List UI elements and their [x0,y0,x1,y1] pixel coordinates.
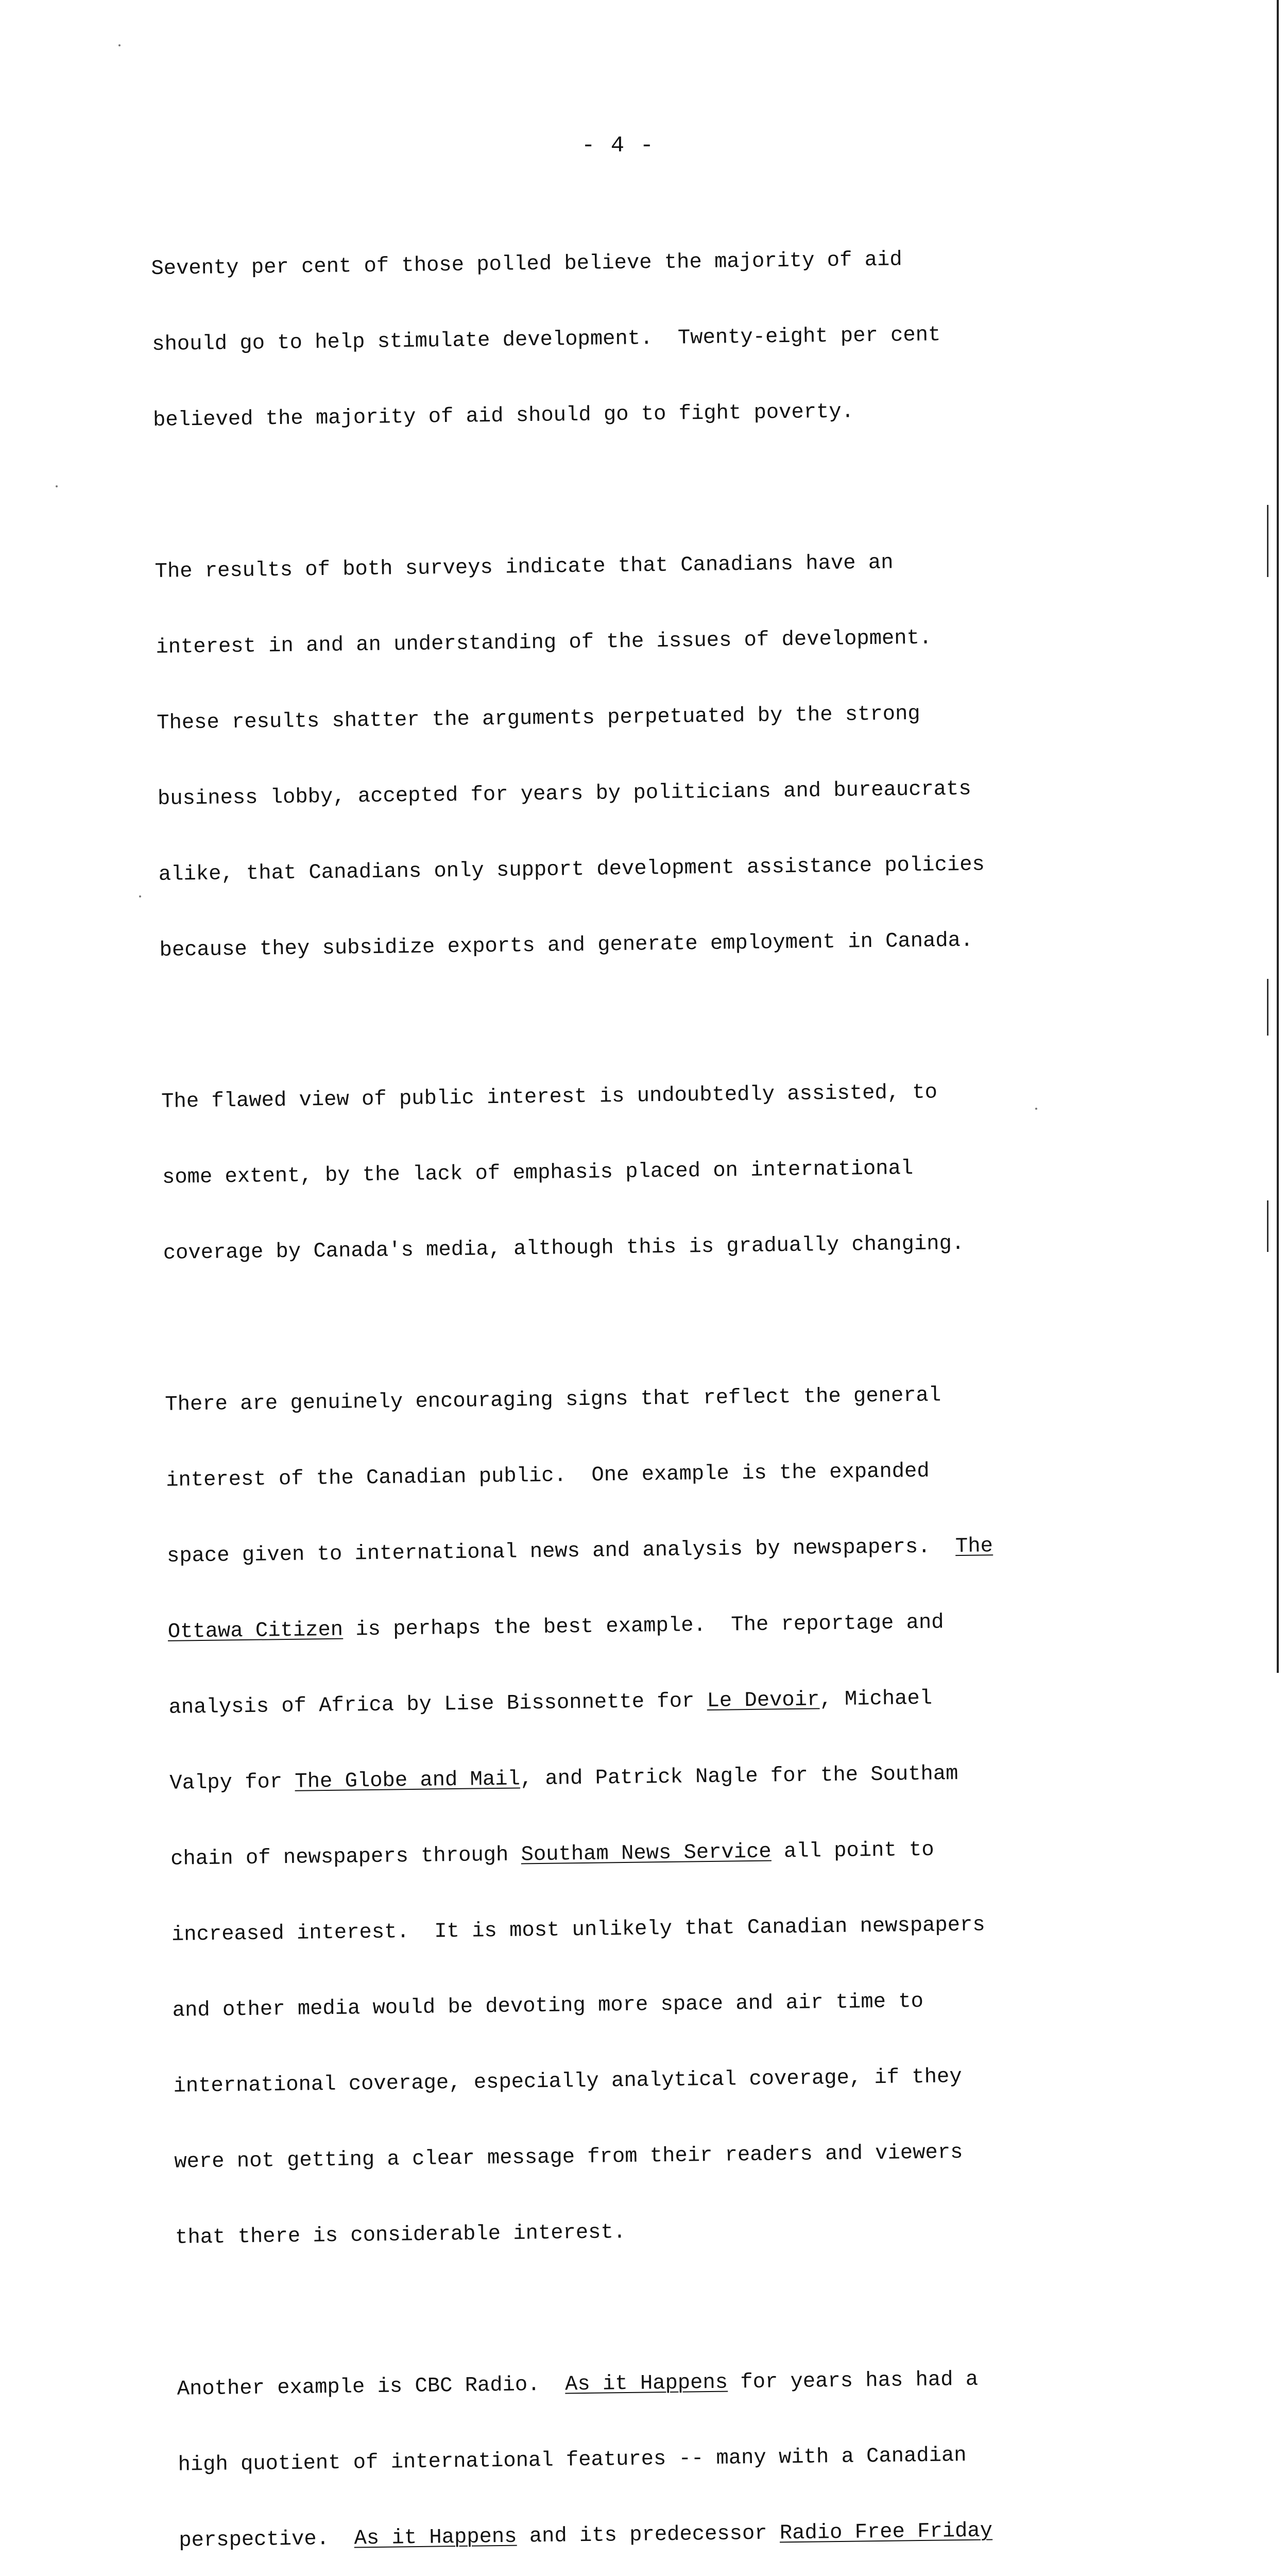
text-line: that there is considerable interest. [175,2221,626,2250]
underlined-title: Le Devoir [707,1688,820,1714]
text-line: international coverage, especially analytical coverage, if they [173,2065,962,2098]
text-line: were not getting a clear message from their readers and viewers [174,2141,963,2174]
text-line: should go to help stimulate development. Twenty-eight per cent [152,323,941,357]
text-line: Ottawa Citizen is perhaps the best example. The reportage and [167,1611,944,1644]
scan-speck [56,485,58,487]
text-line: Valpy for The Globe and Mail, and Patrick Nagle for the Southam [169,1762,958,1795]
text-line: analysis of Africa by Lise Bissonnette for Le Devoir, Michael [168,1686,933,1720]
text-line: There are genuinely encouraging signs that reflect the general [165,1383,941,1417]
text-line: These results shatter the arguments perpetuated by the strong [156,702,920,735]
scan-edge-mark [1267,505,1268,577]
text-line: space given to international news and analysis by newspapers. The [166,1534,993,1568]
text-line: high quotient of international features -- many with a Canadian [178,2443,967,2477]
scan-speck [118,44,121,46]
page-number: - 4 - [581,133,655,159]
text-line: alike, that Canadians only support development assistance policies [158,853,985,887]
paragraph-2 [154,497,1180,1014]
underlined-title: Southam News Service [521,1840,772,1867]
scan-edge-line [1277,0,1279,1673]
text-line: The flawed view of public interest is undoubtedly assisted, to [161,1080,938,1114]
text-line: believed the majority of aid should go to fight poverty. [152,400,854,432]
text-line: perspective. As it Happens and its predecessor Radio Free Friday [179,2519,993,2553]
scan-speck [139,895,141,897]
paragraph-4 [164,1330,1196,2301]
text-line: business lobby, accepted for years by politicians and bureaucrats [157,777,971,811]
underlined-title: As it Happens [564,2370,728,2397]
paragraph-3 [161,1027,1184,1317]
text-line: chain of newspapers through Southam News Service all point to [170,1838,934,1871]
text-line: coverage by Canada's media, although this is gradually changing. [163,1231,965,1265]
text-line: Another example is CBC Radio. As it Happens for years has had a [177,2367,979,2401]
underlined-title: Radio Free Friday [779,2519,993,2546]
scan-speck [1035,1108,1037,1110]
scan-edge-mark [1267,979,1268,1036]
text-line: Seventy per cent of those polled believe the majority of aid [151,248,902,281]
text-line: some extent, by the lack of emphasis placed on international [162,1157,914,1190]
underlined-title: Ottawa Citizen [167,1618,344,1644]
paragraph-5 [176,2314,1203,2576]
text-line: interest of the Canadian public. One example is the expanded [165,1459,930,1493]
text-line: increased interest. It is most unlikely that Canadian newspapers [171,1913,985,1947]
underlined-title: The [955,1534,993,1559]
text-line: The results of both surveys indicate that Canadians have an [155,551,894,584]
text-line: and other media would be devoting more space and air time to [172,1989,924,2023]
underlined-title: As it Happens [354,2524,517,2551]
underlined-title: The Globe and Mail [295,1767,521,1794]
body-text [150,194,1216,2576]
paragraph-1 [150,194,1173,484]
text-line: interest in and an understanding of the issues of development. [156,626,932,659]
text-line: because they subsidize exports and generate employment in Canada. [159,928,973,962]
scan-edge-mark [1267,1200,1268,1252]
